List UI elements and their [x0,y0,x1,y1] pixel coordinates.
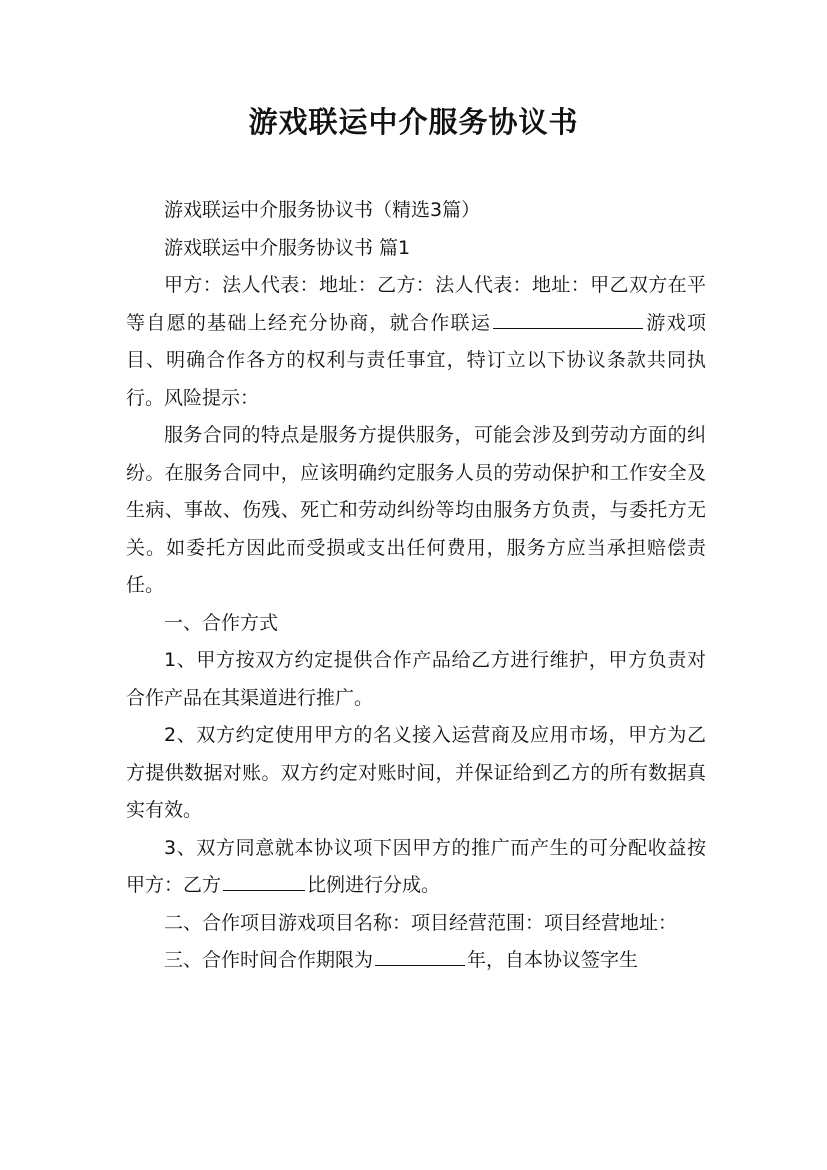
paragraph-risk-note: 服务合同的特点是服务方提供服务，可能会涉及到劳动方面的纠纷。在服务合同中，应该明确约定服务人员的劳动保护和工作安全及生病、事故、伤残、死亡和劳动纠纷等均由服务方负责，与委托方无关。如委托方因此而受损或支出任何费用，服务方应当承担赔偿责任。 [126,424,706,596]
clause-3-text-start: 3、双方同意就本协议项下因甲方的推广而产生的可分配收益按甲方：乙方 [126,836,706,896]
ratio-blank [223,870,305,891]
term-years-blank [375,945,465,966]
paragraph-section-heading: 游戏联运中介服务协议书 篇1 [164,236,411,259]
time-text-start: 三、合作时间合作期限为 [164,949,374,971]
paragraph-clause-3 [126,830,706,905]
paragraph-time-heading [126,942,706,980]
paragraph-parties [126,267,706,417]
paragraph-cooperation-heading: 一、合作方式 [164,611,279,634]
parties-text-end: 游戏项目、明确合作各方的权利与责任事宜，特订立以下协议条款共同执行。风险提示： [126,311,706,409]
clause-3-text-end: 比例进行分成。 [307,874,441,896]
paragraph-project-heading: 二、合作项目游戏项目名称：项目经营范围：项目经营地址： [164,911,678,934]
paragraph-clause-1: 1、甲方按双方约定提供合作产品给乙方进行维护，甲方负责对合作产品在其渠道进行推广。 [126,649,706,709]
paragraph-intro: 游戏联运中介服务协议书（精选3篇） [164,199,481,221]
time-text-end: 年，自本协议签字生 [467,949,639,971]
game-name-blank [493,308,643,329]
paragraph-clause-2: 2、双方约定使用甲方的名义接入运营商及应用市场，甲方为乙方提供数据对账。双方约定对账时间，并保证给到乙方的所有数据真实有效。 [126,724,706,821]
parties-text-start: 甲方：法人代表：地址：乙方：法人代表：地址：甲乙双方在平等自愿的基础上经充分协商，就合作联运 [126,274,706,334]
document-body [126,192,706,980]
document-title: 游戏联运中介服务协议书 [248,105,579,139]
